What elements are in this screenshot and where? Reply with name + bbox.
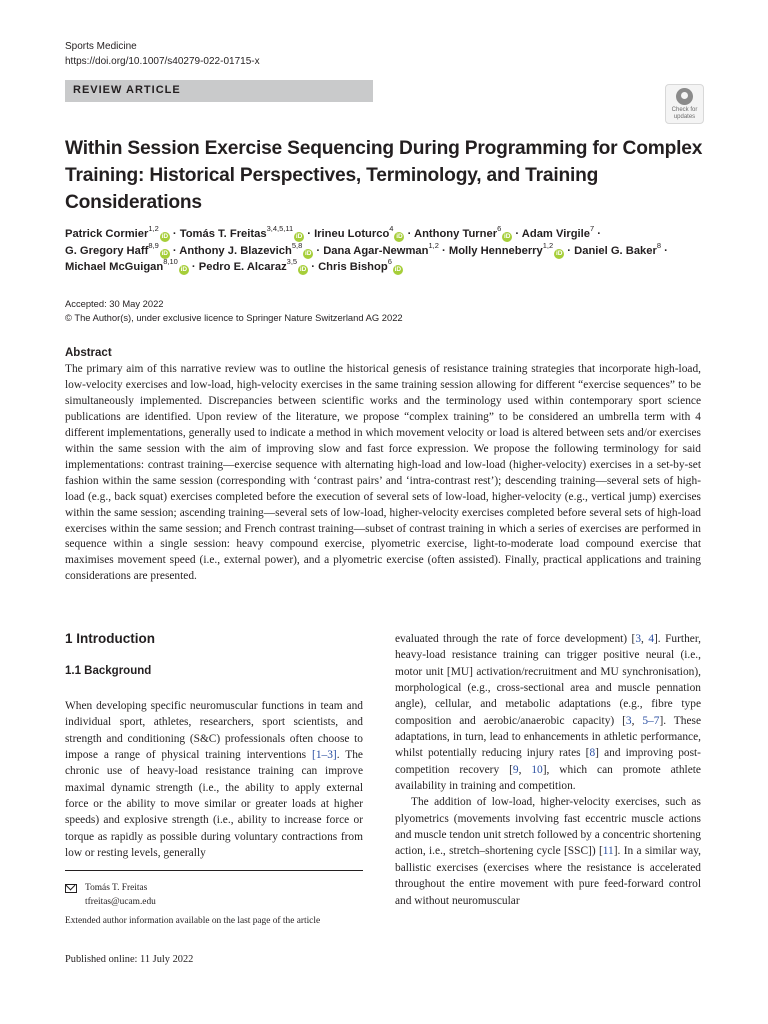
body-text: , (631, 714, 643, 727)
abstract-heading: Abstract (65, 347, 112, 359)
article-title: Within Session Exercise Sequencing During Programming for Complex Training: Historical Perspectives, Terminology, and Training Considerations (65, 138, 703, 213)
author-name[interactable]: Chris Bishop (318, 261, 388, 273)
author-affiliation: 6 (387, 257, 392, 267)
paragraph (65, 698, 363, 861)
author-affiliation: 8 (656, 240, 662, 250)
body-text: ]. In a similar way, ballistic exercises (exercises where the resistance is accelerated throughout the entire movement with pure feed-forward control and without neuromuscular (395, 845, 702, 907)
author-affiliation: 8,10 (163, 257, 178, 267)
citation-link[interactable]: 5–7 (642, 714, 660, 727)
body-text: , (518, 763, 532, 776)
citation-link[interactable]: 4 (648, 633, 655, 645)
published-date: Published online: 11 July 2022 (65, 954, 194, 965)
body-column-right (395, 631, 701, 909)
orcid-icon[interactable]: iD (555, 249, 563, 257)
copyright-notice: © The Author(s), under exclusive licence to Springer Nature Switzerland AG 2022 (65, 312, 403, 323)
author-name[interactable]: Adam Virgile (521, 228, 590, 240)
citation-link[interactable]: 11 (602, 845, 614, 858)
author-affiliation: 3,5 (286, 257, 298, 267)
check-badge-line1: Check for (671, 107, 698, 113)
orcid-icon[interactable]: iD (504, 233, 511, 240)
body-text: . The chronic use of heavy-load resistance training can improve maximal dynamic strength (i.e., the ability to apply external force or the ability to move similar or greater loads at higher speeds) and explosive strength (i.e., ability to increase force or torque as rapidly as possible during voluntary contractions from low or resting levels, generally (65, 749, 363, 860)
citation-link[interactable]: 9 (512, 763, 519, 776)
author-affiliation: 1,2 (428, 240, 439, 250)
author-affiliation: 7 (589, 224, 595, 234)
check-for-updates-icon (676, 88, 693, 105)
author-name[interactable]: Daniel G. Baker (574, 244, 657, 257)
envelope-icon (65, 884, 77, 893)
orcid-icon[interactable]: iD (396, 233, 403, 240)
author-name[interactable]: Michael McGuigan (65, 261, 164, 273)
author-name[interactable]: Anthony Turner (414, 228, 498, 240)
corresponding-author-email[interactable]: tfreitas@ucam.edu (85, 897, 156, 907)
check-badge-line2: updates (673, 114, 696, 120)
author-name[interactable]: Anthony J. Blazevich (179, 244, 292, 257)
orcid-icon[interactable]: iD (305, 249, 312, 257)
doi-link[interactable]: https://doi.org/10.1007/s40279-022-01715-x (65, 56, 260, 67)
section-heading-introduction: 1 Introduction (65, 631, 155, 646)
body-text: ]. These adaptations, in turn, lead to enhancements in athletic performance, whilst potentially reducing injury rates [ (395, 714, 701, 760)
citation-link[interactable]: 3 (625, 714, 632, 727)
corresponding-author-name: Tomás T. Freitas (85, 883, 148, 893)
author-affiliation: 4 (389, 224, 394, 234)
author-affiliation: 1,2 (148, 224, 159, 234)
citation-link[interactable]: 3 (635, 633, 642, 645)
journal-name: Sports Medicine (65, 41, 137, 52)
orcid-icon[interactable]: iD (161, 233, 169, 240)
author-affiliation: 3,4,5,11 (266, 224, 294, 234)
author-line: Michael McGuigan$^{8,10}$iD · Pedro E. Alcaraz$^{3,5}$iD · Chris Bishop$^6$iD (65, 257, 402, 273)
author-line: G. Gregory Haff$^{8,9}$iD · Anthony J. Blazevich$^{5,8}$iD · Dana Agar-Newman$^{1,2}$ · Molly Henneberry$^{1,2}$iD · Daniel G. Baker$^8$ · (65, 240, 668, 257)
orcid-icon[interactable]: iD (394, 266, 402, 273)
subsection-heading-background: 1.1 Background (65, 665, 152, 677)
orcid-icon[interactable]: iD (295, 233, 303, 240)
orcid-icon[interactable]: iD (180, 266, 188, 273)
body-text: evaluated through the rate of force development) [ (395, 633, 636, 645)
body-text: ], which can promote athlete availability in training and competition. (395, 763, 701, 793)
citation-link[interactable]: 8 (589, 747, 596, 760)
author-affiliation: 8,9 (148, 240, 159, 250)
author-line: Patrick Cormier$^{1,2}$iD · Tomás T. Freitas$^{3,4,5,11}$iD · Irineu Loturco$^4$iD · Anthony Turner$^6$iD · Adam Virgile$^7$ · (65, 224, 601, 240)
abstract-text: The primary aim of this narrative review was to outline the historical genesis of resistance training strategies that incorporate high-load, low-velocity exercises and low-load, high-velocity exercises in the same training session allowing for different “exercise sequences” to be simultaneously implemented. Discrepancies between scientific works and the terminology used within contemporary sport science publications are identified. Upon review of the literature, we propose “complex training” to be considered an umbrella term with 4 different implementations, generally used to indicate a method in which movement velocity or load is altered between sets and/or exercises within the same session with the aim of improving slow and fast force expression. We propose the following terminology for said implementations: contrast training—exercise sequence with alternating high-load and low-load (higher-velocity) exercises in a set-by-set fashion within the same session (corresponding with ‘contrast pairs’ and ‘intra-contrast rest’); descending training—several sets of high-load (e.g., back squat) exercises completed before the execution of several sets of low-load, higher-velocity (e.g., vertical jump) exercises within the same session; ascending training—several sets of low-load, higher-velocity exercises completed before several sets of high-load exercises within the same session; and French contrast training—subset of contrast training in which a series of exercises are performed in sequence within a single session: heavy compound exercise, plyometric exercise, light-to-moderate load compound exercise that maximises movement speed (i.e., external power), and a plyometric exercise (often assisted). Finally, practical applications and training considerations are presented. (65, 363, 701, 583)
author-name[interactable]: Patrick Cormier (65, 228, 149, 240)
author-name[interactable]: Pedro E. Alcaraz (198, 261, 287, 273)
author-name[interactable]: Tomás T. Freitas (179, 228, 267, 240)
accepted-date: Accepted: 30 May 2022 (65, 298, 164, 309)
author-affiliation: 6 (497, 224, 502, 234)
footnote-divider (65, 870, 363, 871)
orcid-icon[interactable]: iD (161, 249, 168, 257)
body-text: , (641, 633, 649, 645)
article-type-banner (65, 80, 373, 102)
orcid-icon[interactable]: iD (299, 266, 307, 273)
article-type-label: REVIEW ARTICLE (73, 84, 181, 96)
author-name[interactable]: Molly Henneberry (448, 244, 543, 257)
citation-link[interactable]: 10 (531, 763, 543, 776)
author-name[interactable]: Dana Agar-Newman (323, 244, 429, 257)
body-text: ] and improving post-competition recovery [ (395, 747, 701, 776)
author-affiliation: 5,8 (291, 240, 303, 250)
author-name[interactable]: G. Gregory Haff (65, 244, 149, 257)
body-text: When developing specific neuromuscular functions in team and individual sport, athletes, researchers, sport scientists, and strength and conditioning (S&C) professionals often choose to impose a range of physical training interventions (65, 700, 363, 762)
check-for-updates-badge[interactable] (665, 84, 704, 124)
author-affiliation: 1,2 (542, 240, 554, 250)
author-list (65, 226, 715, 276)
paragraph (395, 794, 701, 908)
body-text: The addition of low-load, higher-velocity exercises, such as plyometrics (movements involving fast eccentric muscle actions and muscle tendon unit stretch followed by a concentric shortening action, i.e., stretch–shortening cycle [SSC]) [ (395, 796, 701, 858)
author-name[interactable]: Irineu Loturco (314, 228, 390, 240)
paragraph (395, 631, 701, 794)
body-column-left (65, 698, 363, 861)
extended-author-info-note: Extended author information available on the last page of the article (65, 916, 321, 926)
citation-link[interactable]: [1–3] (312, 749, 337, 762)
body-text: ]. Further, heavy-load resistance training can trigger positive neural (i.e., motor unit [MU] activation/recruitment and MU synchronisation), morphological (e.g., cross-sectional area and muscle pennation angle), cellular, and metabolic adaptations (e.g., fibre type composition and aerobic/anaerobic capacity) [ (395, 633, 702, 727)
